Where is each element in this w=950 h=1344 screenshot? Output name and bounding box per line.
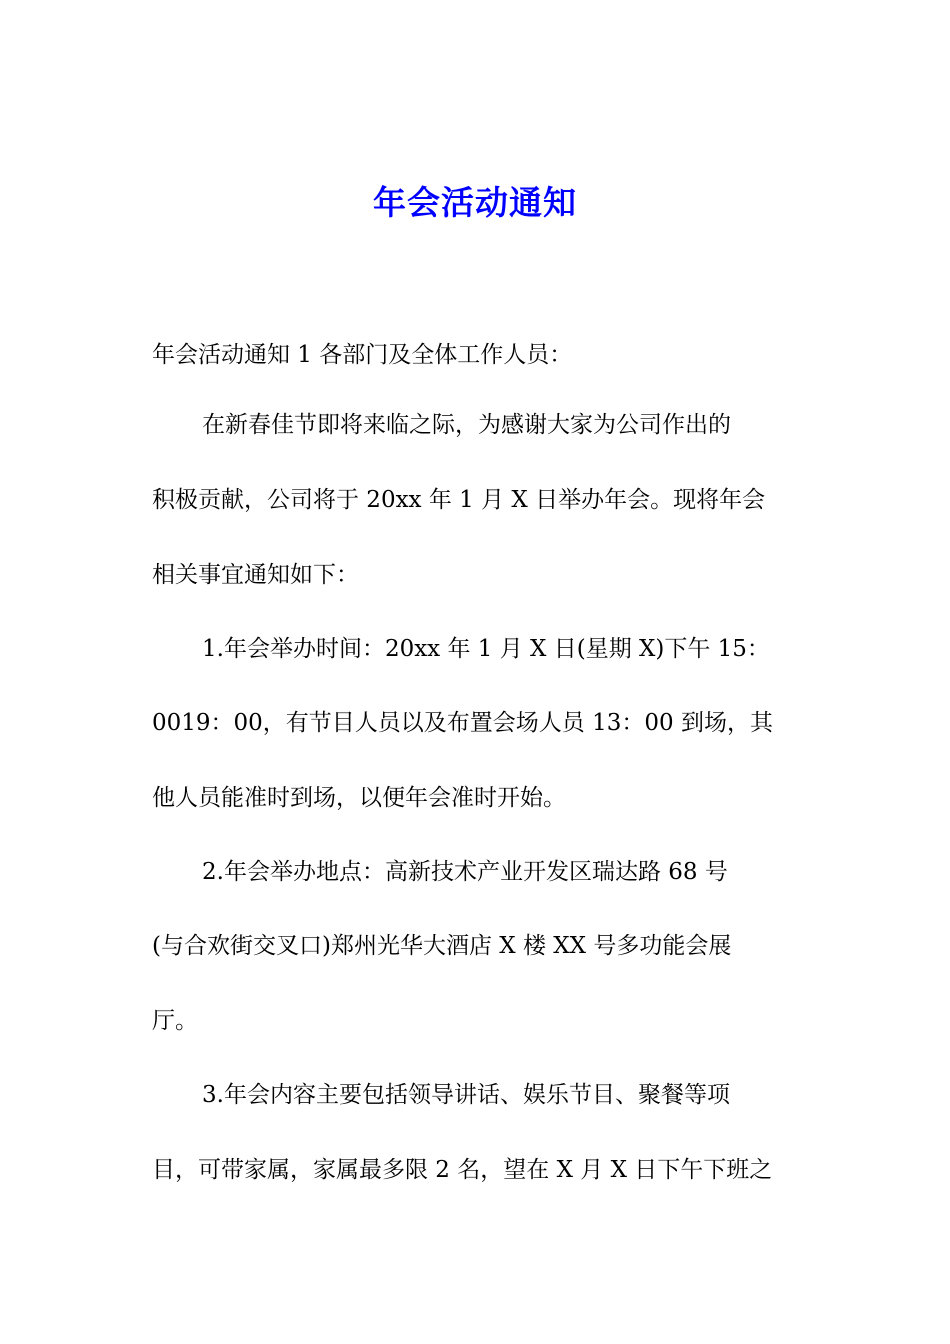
body-line: 0019：00，有节目人员以及布置会场人员 13：00 到场，其	[152, 710, 773, 736]
body-line: 在新春佳节即将来临之际，为感谢大家为公司作出的	[202, 412, 731, 438]
body-line: 他人员能准时到场，以便年会准时开始。	[152, 785, 566, 811]
body-line: 目，可带家属，家属最多限 2 名，望在 X 月 X 日下午下班之	[152, 1157, 773, 1183]
document-title: 年会活动通知	[373, 183, 577, 222]
body-line: 3.年会内容主要包括领导讲话、娱乐节目、聚餐等项	[202, 1082, 730, 1108]
body-line: (与合欢街交叉口)郑州光华大酒店 X 楼 XX 号多功能会展	[152, 933, 732, 959]
salutation-line: 年会活动通知 1 各部门及全体工作人员：	[152, 342, 573, 368]
body-line: 1.年会举办时间：20xx 年 1 月 X 日(星期 X)下午 15：	[202, 636, 770, 662]
body-line: 积极贡献，公司将于 20xx 年 1 月 X 日举办年会。现将年会	[152, 487, 766, 513]
body-line: 相关事宜通知如下：	[152, 562, 359, 588]
body-line: 2.年会举办地点：高新技术产业开发区瑞达路 68 号	[202, 859, 728, 885]
body-line: 厅。	[152, 1008, 198, 1034]
